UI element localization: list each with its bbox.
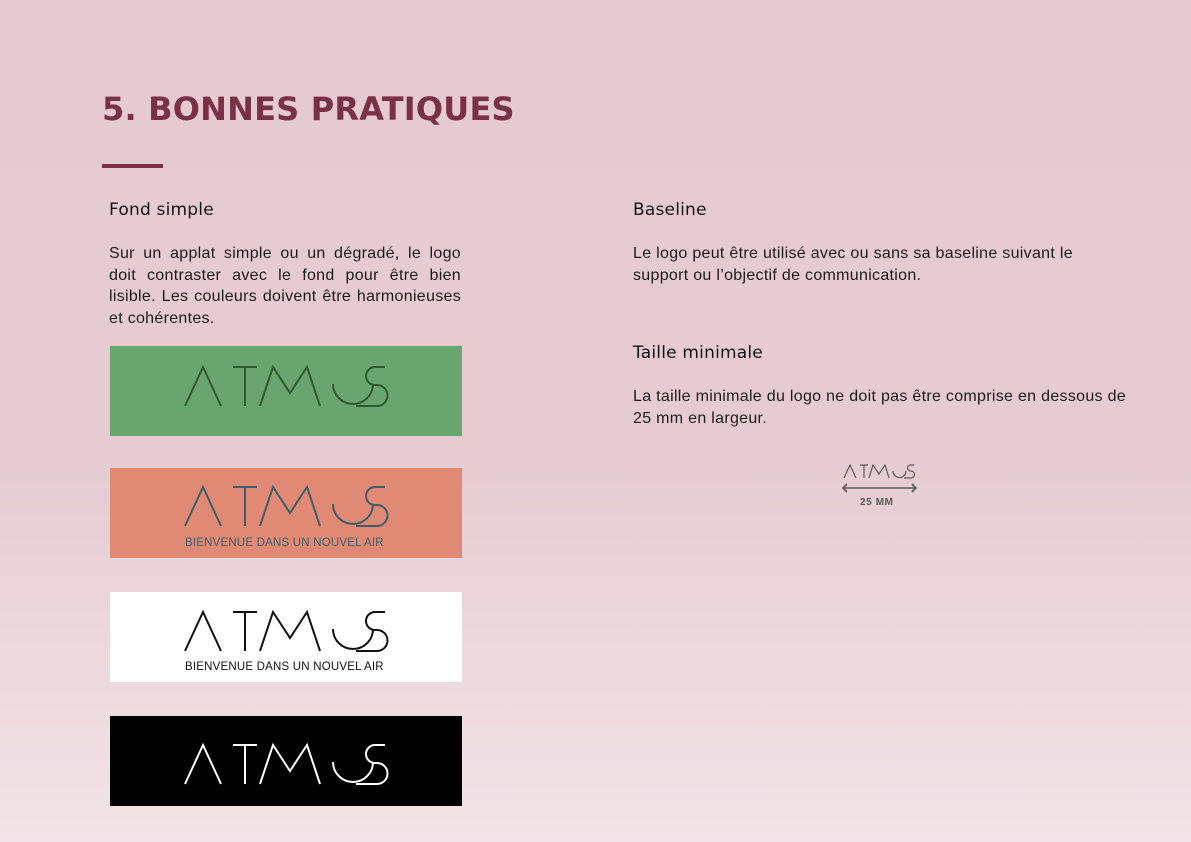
dimension-label: 25 MM <box>860 497 894 508</box>
atmos-logo <box>110 346 462 436</box>
baseline-text: Le logo peut être utilisé avec ou sans sa baseline suivant le support ou l’objectif de communication. <box>633 245 1073 284</box>
logo-example-green <box>110 346 462 436</box>
fond-simple-heading: Fond simple <box>109 200 214 220</box>
page-title: 5. BONNES PRATIQUES <box>102 90 515 128</box>
logo-baseline: BIENVENUE DANS UN NOUVEL AIR <box>185 537 384 549</box>
logo-baseline: BIENVENUE DANS UN NOUVEL AIR <box>185 661 384 673</box>
mini-logo-with-dimension <box>840 462 920 496</box>
baseline-heading: Baseline <box>633 200 707 220</box>
taille-minimale-heading: Taille minimale <box>633 343 763 363</box>
taille-minimale-text: La taille minimale du logo ne doit pas être comprise en dessous de 25 mm en largeur. <box>633 388 1126 427</box>
logo-example-coral <box>110 468 462 558</box>
fond-simple-text: Sur un applat simple ou un dégradé, le logo doit contraster avec le fond pour être bien lisible. Les couleurs doivent être harmonieuses et cohérentes. <box>109 245 461 327</box>
title-underline <box>102 164 163 168</box>
logo-example-white <box>110 592 462 682</box>
logo-example-black <box>110 716 462 806</box>
atmos-logo <box>110 716 462 806</box>
